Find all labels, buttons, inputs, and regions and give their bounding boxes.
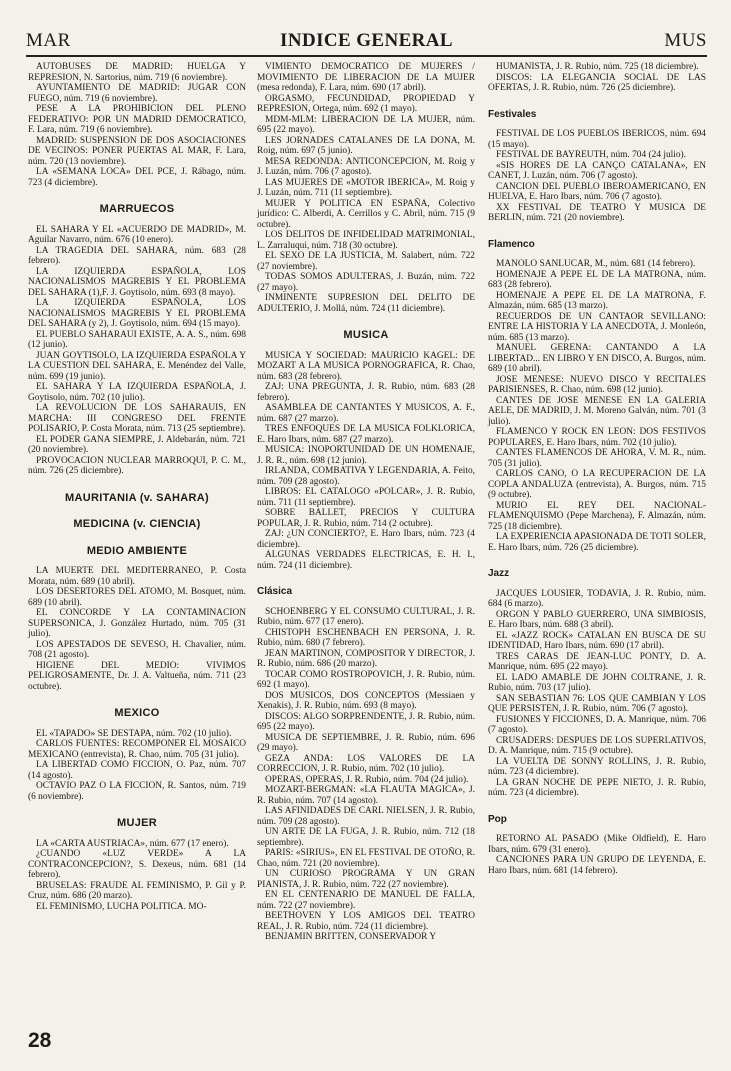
index-entry: VIMIENTO DEMOCRATICO DE MUJERES / MOVIMIENTO DE LIBERACION DE LA MUJER (mesa redonda), F. Lara, núm. 690 (17 abril). xyxy=(257,62,475,93)
index-entry: LA MUERTE DEL MEDITERRANEO, P. Costa Morata, núm. 689 (10 abril). xyxy=(28,566,246,587)
index-entry: PROVOCACION NUCLEAR MARROQUI, P. C. M., núm. 726 (25 diciembre). xyxy=(28,455,246,476)
index-entry: UN ARTE DE LA FUGA, J. R. Rubio, núm. 712 (18 septiembre). xyxy=(257,827,475,848)
index-entry: SOBRE BALLET, PRECIOS Y CULTURA POPULAR, J. R. Rubio, núm. 714 (2 octubre). xyxy=(257,508,475,529)
index-entry: FUSIONES Y FICCIONES, D. A. Manrique, núm. 706 (7 agosto). xyxy=(488,714,706,735)
index-entry: JEAN MARTINON, COMPOSITOR Y DIRECTOR, J. R. Rubio, núm. 686 (20 marzo). xyxy=(257,648,475,669)
index-entry: MANOLO SANLUCAR, M., núm. 681 (14 febrero). xyxy=(496,259,696,269)
index-entry: EN EL CENTENARIO DE MANUEL DE FALLA, núm. 722 (27 noviembre). xyxy=(257,890,475,911)
index-entry: MADRID: SUSPENSION DE DOS ASOCIACIONES DE VECINOS: PONER PUERTAS AL MAR, F. Lara, núm. 720 (13 noviembre). xyxy=(28,135,246,167)
index-entry: ASAMBLEA DE CANTANTES Y MUSICOS, A. F., núm. 687 (27 marzo). xyxy=(257,403,475,424)
index-entry: LAS MUJERES DE «MOTOR IBERICA», M. Roig y J. Luzán, núm. 711 (11 septiembre). xyxy=(257,177,475,198)
index-entry: HOMENAJE A PEPE EL DE LA MATRONA, F. Almazán, núm. 685 (13 marzo). xyxy=(488,290,706,311)
index-entry: ORGASMO, FECUNDIDAD, PROPIEDAD Y REPRESION, Ortega, núm. 692 (1 mayo). xyxy=(257,93,475,114)
index-entry: EL SEXO DE LA JUSTICIA, M. Salabert, núm. 722 (27 noviembre). xyxy=(257,251,475,272)
index-entry: EL PUEBLO SAHARAUI EXISTE, A. A. S., núm. 698 (12 junio). xyxy=(28,329,246,350)
index-entry: GEZA ANDA: LOS VALORES DE LA CORRECCION, J. R. Rubio, núm. 702 (10 julio). xyxy=(257,753,475,774)
index-entry: LOS APESTADOS DE SEVESO, H. Chavalier, núm. 708 (21 agosto). xyxy=(28,639,246,660)
subsection-heading: Jazz xyxy=(488,568,510,579)
index-entry: CANCIONES PARA UN GRUPO DE LEYENDA, E. Haro Ibars, núm. 681 (14 febrero). xyxy=(488,855,706,876)
index-entry: DOS MUSICOS, DOS CONCEPTOS (Messiaen y Xenakis), J. R. Rubio, núm. 693 (8 mayo). xyxy=(257,690,475,711)
index-entry: MUJER Y POLITICA EN ESPAÑA, Colectivo jurídico: C. Alberdi, A. Cerrillos y C. Abril, núm. 715 (9 octubre). xyxy=(257,198,475,230)
header-right-guide-word: MUS xyxy=(664,30,707,51)
index-entry: CARLOS CANO, O LA RECUPERACION DE LA COPLA ANDALUZA (entrevista), A. Burgos, núm. 715 (9 octubre). xyxy=(488,469,706,500)
running-header xyxy=(26,30,707,56)
index-entry: CANCION DEL PUEBLO IBEROAMERICANO, EN HUELVA, E. Haro Ibars, núm. 706 (7 agosto). xyxy=(488,181,706,202)
index-entry: «SIS HORES DE LA CANÇO CATALANA», EN CANET, J. Luzán, núm. 706 (7 agosto). xyxy=(488,160,706,181)
index-entry: SAN SEBASTIAN 76: LOS QUE CAMBIAN Y LOS QUE PERSISTEN, J. R. Rubio, núm. 706 (7 agosto). xyxy=(488,693,706,714)
index-entry: LA EXPERIENCIA APASIONADA DE TOTI SOLER, E. Haro Ibars, núm. 726 (25 diciembre). xyxy=(488,532,706,553)
header-left-guide-word: MAR xyxy=(26,30,71,51)
index-entry: HIGIENE DEL MEDIO: VIVIMOS PELIGROSAMENTE, Dr. J. A. Valtueña, núm. 711 (23 octubre). xyxy=(28,660,246,692)
index-entry: EL CONCORDE Y LA CONTAMINACION SUPERSONICA, J. González Hurtado, núm. 705 (31 julio). xyxy=(28,608,246,639)
index-entry: EL SAHARA Y EL «ACUERDO DE MADRID», M. Aguilar Navarro, núm. 676 (10 enero). xyxy=(28,224,246,245)
column-1 xyxy=(28,62,246,912)
index-entry: FESTIVAL DE LOS PUEBLOS IBERICOS, núm. 694 (15 mayo). xyxy=(488,129,706,150)
index-entry: EL PODER GANA SIEMPRE, J. Aldebarán, núm. 721 (20 noviembre). xyxy=(28,434,246,455)
index-entry: MUSICA Y SOCIEDAD: MAURICIO KAGEL: DE MOZART A LA MUSICA PORNOGRAFICA, R. Chao, núm. 683 (28 febrero). xyxy=(257,350,475,382)
index-entry: JACQUES LOUSIER, TODAVIA, J. R. Rubio, núm. 684 (6 marzo). xyxy=(488,588,706,609)
index-entry: SCHOENBERG Y EL CONSUMO CULTURAL, J. R. Rubio, núm. 677 (17 enero). xyxy=(257,606,475,627)
index-entry: CANTES DE JOSE MENESE EN LA GALERIA AELE, DE MADRID, J. M. Moreno Galván, núm. 701 (3 julio). xyxy=(488,395,706,427)
index-entry: CANTES FLAMENCOS DE AHORA, V. M. R., núm. 705 (31 julio). xyxy=(488,448,706,469)
index-entry: BENJAMIN BRITTEN, CONSERVADOR Y xyxy=(265,932,437,942)
index-entry: MUSICA DE SEPTIEMBRE, J. R. Rubio, núm. 696 (29 mayo). xyxy=(257,732,475,753)
section-heading: MUSICA xyxy=(343,329,389,341)
index-entry: LIBROS: EL CATALOGO «POLCAR», J. R. Rubio, núm. 711 (11 septiembre). xyxy=(257,487,475,508)
index-entry: LOS DELITOS DE INFIDELIDAD MATRIMONIAL, L. Zarraluqui, núm. 718 (30 octubre). xyxy=(257,230,475,251)
index-entry: RECUERDOS DE UN CANTAOR SEVILLANO: ENTRE LA HISTORIA Y LA ANECDOTA, J. Monleón, núm. 685 (13 marzo). xyxy=(488,311,706,343)
index-entry: XX FESTIVAL DE TEATRO Y MUSICA DE BERLIN, núm. 721 (20 noviembre). xyxy=(488,202,706,223)
index-entry: LA VUELTA DE SONNY ROLLINS, J. R. Rubio, núm. 723 (4 diciembre). xyxy=(488,756,706,777)
section-heading: MUJER xyxy=(116,817,157,829)
section-heading: MEXICO xyxy=(114,707,160,719)
index-entry: TODAS SOMOS ADULTERAS, J. Buzán, núm. 722 (27 mayo). xyxy=(257,272,475,293)
index-entry: TRES CARAS DE JEAN-LUC PONTY, D. A. Manrique, núm. 695 (22 mayo). xyxy=(488,651,706,672)
index-entry: LA LIBERTAD COMO FICCION, O. Paz, núm. 707 (14 agosto). xyxy=(28,760,246,781)
index-entry: BEETHOVEN Y LOS AMIGOS DEL TEATRO REAL, J. R. Rubio, núm. 724 (11 diciembre). xyxy=(257,911,475,932)
index-entry: JUAN GOYTISOLO, LA IZQUIERDA ESPAÑOLA Y LA CUESTION DEL SAHARA, E. Menéndez del Valle, núm. 699 (19 junio). xyxy=(28,350,246,382)
section-heading: MARRUECOS xyxy=(99,203,175,215)
index-entry: ZAJ: ¿UN CONCIERTO?, E. Haro Ibars, núm. 723 (4 diciembre). xyxy=(257,529,475,550)
index-entry: RETORNO AL PASADO (Mike Oldfield), E. Haro Ibars, núm. 679 (31 enero). xyxy=(488,834,706,855)
index-entry: LA GRAN NOCHE DE PEPE NIETO, J. R. Rubio, núm. 723 (4 diciembre). xyxy=(488,777,706,798)
index-entry: JOSE MENESE: NUEVO DISCO Y RECITALES PARISIENSES, R. Chao, núm. 698 (12 junio). xyxy=(488,374,706,395)
subsection-heading: Pop xyxy=(488,813,507,825)
index-entry: IRLANDA, COMBATIVA Y LEGENDARIA, A. Feito, núm. 709 (28 agosto). xyxy=(257,466,475,487)
index-entry: LA REVOLUCION DE LOS SAHARAUIS, EN MARCHA: III CONGRESO DEL FRENTE POLISARIO, P. Costa Morata, núm. 713 (25 septiembre). xyxy=(28,403,246,434)
index-entry: INMINENTE SUPRESION DEL DELITO DE ADULTERIO, J. Mollá, núm. 724 (11 diciembre). xyxy=(257,293,475,314)
subsection-heading: Clásica xyxy=(257,586,293,597)
index-entry: LA IZQUIERDA ESPAÑOLA, LOS NACIONALISMOS MAGREBIS Y EL PROBLEMA DEL SAHARA (y 2), J. Goytisolo, núm. 694 (15 mayo). xyxy=(28,298,246,329)
index-entry: TRES ENFOQUES DE LA MUSICA FOLKLORICA, E. Haro Ibars, núm. 687 (27 marzo). xyxy=(257,424,475,445)
section-heading: MAURITANIA (v. SAHARA) xyxy=(65,491,209,504)
index-entry: UN CURIOSO PROGRAMA Y UN GRAN PIANISTA, J. R. Rubio, núm. 722 (27 noviembre). xyxy=(257,869,475,890)
index-entry: CHISTOPH ESCHENBACH EN PERSONA, J. R. Rubio, núm. 680 (7 febrero). xyxy=(257,627,475,648)
index-entry: AUTOBUSES DE MADRID: HUELGA Y REPRESION, N. Sartorius, núm. 719 (6 noviembre). xyxy=(28,62,246,83)
index-entry: LES JORNADES CATALANES DE LA DONA, M. Roig, núm. 697 (5 junio). xyxy=(257,135,475,156)
index-entry: ORGON Y PABLO GUERRERO, UNA SIMBIOSIS, E. Haro Ibars, núm. 688 (3 abril). xyxy=(488,609,706,630)
index-entry: LAS AFINIDADES DE CARL NIELSEN, J. R. Rubio, núm. 709 (28 agosto). xyxy=(257,806,475,827)
column-2 xyxy=(257,62,475,943)
index-entry: CARLOS FUENTES: RECOMPONER EL MOSAICO MEXICANO (entrevista), R. Chao, núm. 705 (31 julio). xyxy=(28,739,246,760)
index-entry: MDM-MLM: LIBERACION DE LA MUJER, núm. 695 (22 mayo). xyxy=(257,114,475,135)
index-entry: MESA REDONDA: ANTICONCEPCION, M. Roig y J. Luzán, núm. 706 (7 agosto). xyxy=(257,156,475,177)
header-rule xyxy=(26,55,707,57)
index-entry: EL SAHARA Y LA IZQUIERDA ESPAÑOLA, J. Goytisolo, núm. 702 (10 julio). xyxy=(28,382,246,403)
index-entry: CRUSADERS: DESPUES DE LOS SUPERLATIVOS, D. A. Manrique, núm. 715 (9 octubre). xyxy=(488,735,706,756)
index-entry: LOS DESERTORES DEL ATOMO, M. Bosquet, núm. 689 (10 abril). xyxy=(28,587,246,608)
index-entry: FLAMENCO Y ROCK EN LEON: DOS FESTIVOS POPULARES, E. Haro Ibars, núm. 702 (10 julio). xyxy=(488,427,706,448)
page-title: INDICE GENERAL xyxy=(280,30,453,51)
page-number: 28 xyxy=(28,1029,52,1052)
index-entry: LA «CARTA AUSTRIACA», núm. 677 (17 enero). xyxy=(36,838,229,849)
index-entry: TOCAR COMO ROSTROPOVICH, J. R. Rubio, núm. 692 (1 mayo). xyxy=(257,669,475,690)
index-entry: MURIO EL REY DEL NACIONAL-FLAMENQUISMO (Pepe Marchena), F. Almazán, núm. 725 (18 diciembre). xyxy=(488,500,706,532)
index-entry: EL LADO AMABLE DE JOHN COLTRANE, J. R. Rubio, núm. 703 (17 julio). xyxy=(488,672,706,693)
index-entry: MANUEL GERENA: CANTANDO A LA LIBERTAD... EN LIBRO Y EN DISCO, A. Burgos, núm. 689 (10 abril). xyxy=(488,343,706,374)
index-entry: ¿CUANDO «LUZ VERDE» A LA CONTRACONCEPCION?, S. Dexeus, núm. 681 (14 febrero). xyxy=(28,849,246,880)
index-entry: PESE A LA PROHIBICION DEL PLENO FEDERATIVO: POR UN MADRID DEMOCRATICO, F. Lara, núm. 719 (6 noviembre). xyxy=(28,104,246,135)
index-entry: EL FEMINISMO, LUCHA POLITICA. MO- xyxy=(36,901,207,912)
index-entry: PARIS: «SIRIUS», EN EL FESTIVAL DE OTOÑO, R. Chao, núm. 721 (20 noviembre). xyxy=(257,848,475,869)
subsection-heading: Flamenco xyxy=(488,238,535,250)
index-entry: HUMANISTA, J. R. Rubio, núm. 725 (18 diciembre). xyxy=(496,62,699,72)
section-heading: MEDICINA (v. CIENCIA) xyxy=(73,518,201,530)
index-entry: LA IZQUIERDA ESPAÑOLA, LOS NACIONALISMOS MAGREBIS Y EL PROBLEMA DEL SAHARA (1),F. J. Goytisolo, núm. 693 (8 mayo). xyxy=(28,266,246,298)
index-entry: HOMENAJE A PEPE EL DE LA MATRONA, núm. 683 (28 febrero). xyxy=(488,269,706,290)
index-entry: AYUNTAMIENTO DE MADRID: JUGAR CON FUEGO, núm. 719 (6 noviembre). xyxy=(28,83,246,104)
index-entry: MUSICA: INOPORTUNIDAD DE UN HOMENAJE, J. R. R., núm. 698 (12 junio). xyxy=(257,445,475,466)
index-entry: BRUSELAS: FRAUDE AL FEMINISMO, P. Gil y P. Cruz, núm. 686 (20 marzo). xyxy=(28,880,246,901)
column-3 xyxy=(488,62,706,876)
index-entry: OCTAVIO PAZ O LA FICCION, R. Santos, núm. 719 (6 noviembre). xyxy=(28,781,246,802)
index-entry: DISCOS: ALGO SORPRENDENTE, J. R. Rubio, núm. 695 (22 mayo). xyxy=(257,711,475,732)
index-entry: EL «TAPADO» SE DESTAPA, núm. 702 (10 julio). xyxy=(36,728,232,739)
section-heading: MEDIO AMBIENTE xyxy=(86,544,188,557)
index-entry: OPERAS, OPERAS, J. R. Rubio, núm. 704 (24 julio). xyxy=(265,774,469,785)
index-entry: DISCOS: LA ELEGANCIA SOCIAL DE LAS OFERTAS, J. R. Rubio, núm. 726 (25 diciembre). xyxy=(488,72,706,93)
index-entry: ALGUNAS VERDADES ELECTRICAS, E. H. I., núm. 724 (11 diciembre). xyxy=(257,550,475,571)
subsection-heading: Festivales xyxy=(488,108,537,120)
index-entry: EL «JAZZ ROCK» CATALAN EN BUSCA DE SU IDENTIDAD, Haro Ibars, núm. 690 (17 abril). xyxy=(488,630,706,651)
index-entry: MOZART-BERGMAN: «LA FLAUTA MAGICA», J. R. Rubio, núm. 707 (14 agosto). xyxy=(257,785,475,806)
index-entry: ZAJ: UNA PREGUNTA, J. R. Rubio, núm. 683 (28 febrero). xyxy=(257,382,475,403)
index-entry: LA «SEMANA LOCA» DEL PCE, J. Rábago, núm. 723 (4 diciembre). xyxy=(28,167,246,188)
index-entry: FESTIVAL DE BAYREUTH, núm. 704 (24 julio). xyxy=(496,150,687,160)
index-entry: LA TRAGEDIA DEL SAHARA, núm. 683 (28 febrero). xyxy=(28,245,246,266)
